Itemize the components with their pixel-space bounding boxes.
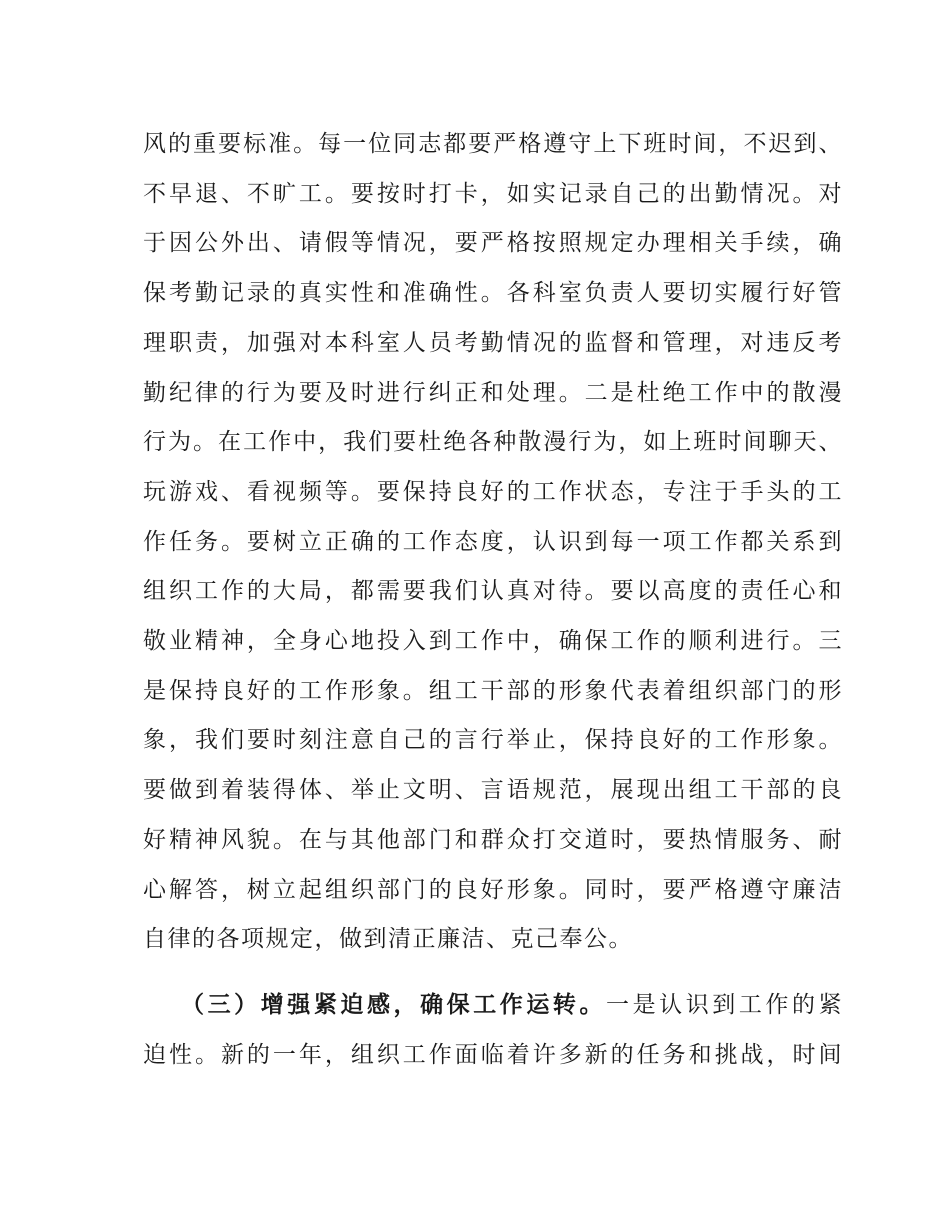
text-line: 象，我们要时刻注意自己的言行举止，保持良好的工作形象。 — [143, 727, 843, 754]
text-line: 是保持良好的工作形象。组工干部的形象代表着组织部门的形 — [143, 677, 843, 704]
text-line: 迫性。新的一年，组织工作面临着许多新的任务和挑战，时间 — [143, 1041, 843, 1068]
text-line: 玩游戏、看视频等。要保持良好的工作状态，专注于手头的工 — [143, 478, 843, 505]
text-line: 不早退、不旷工。要按时打卡，如实记录自己的出勤情况。对 — [143, 180, 843, 207]
text-line: 理职责，加强对本科室人员考勤情况的监督和管理，对违反考 — [143, 329, 843, 356]
section-first-line — [143, 980, 843, 1031]
text-line: 风的重要标准。每一位同志都要严格遵守上下班时间，不迟到、 — [143, 131, 843, 157]
section-first-line-text: 一是认识到工作的紧 — [606, 992, 843, 1018]
text-line: 勤纪律的行为要及时进行纠正和处理。二是杜绝工作中的散漫 — [143, 379, 843, 406]
text-line: 心解答，树立起组织部门的良好形象。同时，要严格遵守廉洁 — [143, 876, 843, 903]
section-paragraph — [143, 980, 843, 1080]
text-line: 要做到着装得体、举止文明、言语规范，展现出组工干部的良 — [143, 777, 843, 804]
text-line: 作任务。要树立正确的工作态度，认识到每一项工作都关系到 — [143, 528, 843, 555]
text-line: 组织工作的大局，都需要我们认真对待。要以高度的责任心和 — [143, 578, 843, 605]
text-line: 行为。在工作中，我们要杜绝各种散漫行为，如上班时间聊天、 — [143, 429, 843, 456]
text-line: 敬业精神，全身心地投入到工作中，确保工作的顺利进行。三 — [143, 628, 843, 655]
body-paragraph — [143, 120, 843, 965]
section-heading: （三）增强紧迫感，确保工作运转。 — [181, 991, 606, 1018]
text-line: 好精神风貌。在与其他部门和群众打交道时，要热情服务、耐 — [143, 826, 843, 853]
text-line: 于因公外出、请假等情况，要严格按照规定办理相关手续，确 — [143, 230, 843, 257]
text-line: 自律的各项规定，做到清正廉洁、克己奉公。 — [143, 926, 633, 953]
text-line: 保考勤记录的真实性和准确性。各科室负责人要切实履行好管 — [143, 280, 843, 307]
